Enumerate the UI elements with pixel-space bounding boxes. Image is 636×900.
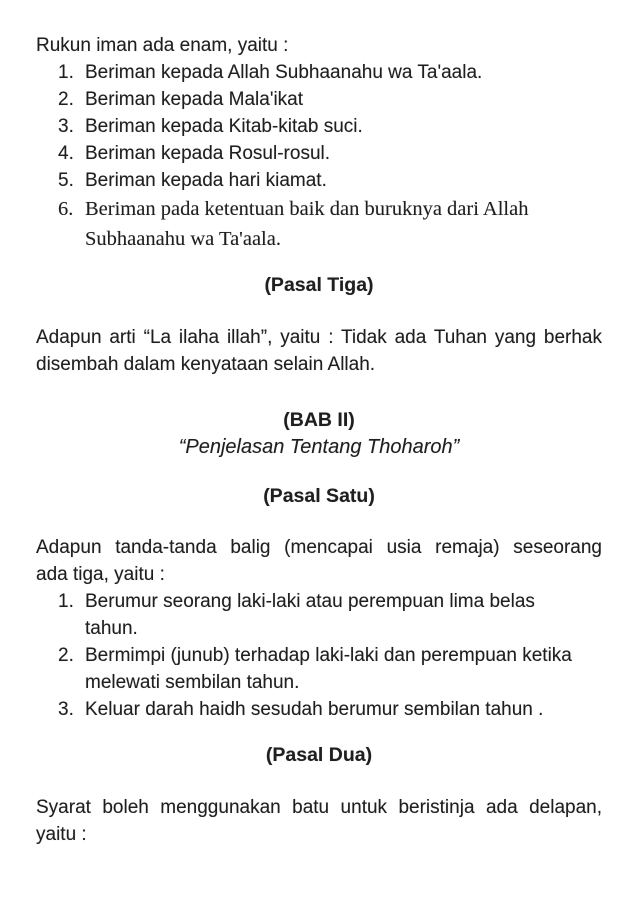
list-item-text: Beriman kepada Allah Subhaanahu wa Ta'aala. [85, 62, 483, 83]
list-item-number: 4. [58, 143, 74, 164]
paragraph-rukun-iman-intro: Rukun iman ada enam, yaitu : [36, 35, 289, 56]
list-item-text: Subhaanahu wa Ta'aala. [85, 228, 281, 250]
paragraph-line: yaitu : [36, 824, 87, 845]
list-item-text: Beriman pada ketentuan baik dan buruknya dari Allah [85, 198, 529, 220]
list-item [36, 696, 602, 723]
list-item [36, 588, 602, 642]
iman-list [36, 59, 602, 254]
list-item-text: Keluar darah haidh sesudah berumur sembilan tahun . [85, 699, 544, 720]
heading-bab-ii: (BAB II) [283, 409, 355, 431]
list-item [36, 86, 602, 113]
list-item-number: 1. [58, 62, 74, 83]
balig-list [36, 588, 602, 723]
list-item-text: Beriman kepada hari kiamat. [85, 170, 327, 191]
list-item-text: Beriman kepada Kitab-kitab suci. [85, 116, 363, 137]
list-item [36, 59, 602, 86]
list-item-number: 2. [58, 645, 74, 666]
paragraph-line: Adapun tanda-tanda balig (mencapai usia remaja) seseorang [36, 537, 602, 558]
list-item-number: 2. [58, 89, 74, 110]
heading-pasal-dua: (Pasal Dua) [265, 744, 373, 766]
heading-pasal-tiga: (Pasal Tiga) [264, 274, 374, 296]
paragraph-line: Adapun arti “La ilaha illah”, yaitu : Tidak ada Tuhan yang berhak [36, 327, 602, 348]
list-item [36, 167, 602, 194]
list-item-number: 5. [58, 170, 74, 191]
list-item-text: Beriman kepada Rosul-rosul. [85, 143, 331, 164]
list-item-text: melewati sembilan tahun. [85, 672, 300, 693]
list-item-number: 3. [58, 116, 74, 137]
list-item-text: Beriman kepada Mala'ikat [85, 89, 304, 110]
list-item [36, 140, 602, 167]
list-item-number: 6. [58, 198, 74, 220]
list-item-number: 3. [58, 699, 74, 720]
list-item-text: Berumur seorang laki-laki atau perempuan lima belas [85, 591, 535, 612]
list-item [36, 194, 602, 254]
paragraph-pasal-satu [36, 534, 602, 588]
paragraph-line: Syarat boleh menggunakan batu untuk beristinja ada delapan, [36, 797, 602, 818]
paragraph-pasal-dua [36, 794, 602, 848]
list-item [36, 113, 602, 140]
list-item-number: 1. [58, 591, 74, 612]
heading-pasal-satu: (Pasal Satu) [263, 485, 375, 507]
paragraph-pasal-tiga [36, 324, 602, 378]
list-item-text: Bermimpi (junub) terhadap laki-laki dan perempuan ketika [85, 645, 572, 666]
list-item [36, 642, 602, 696]
list-item-text: tahun. [85, 618, 138, 639]
subtitle-bab-ii: “Penjelasan Tentang Thoharoh” [178, 436, 460, 458]
paragraph-line: ada tiga, yaitu : [36, 564, 165, 585]
paragraph-line: disembah dalam kenyataan selain Allah. [36, 354, 376, 375]
